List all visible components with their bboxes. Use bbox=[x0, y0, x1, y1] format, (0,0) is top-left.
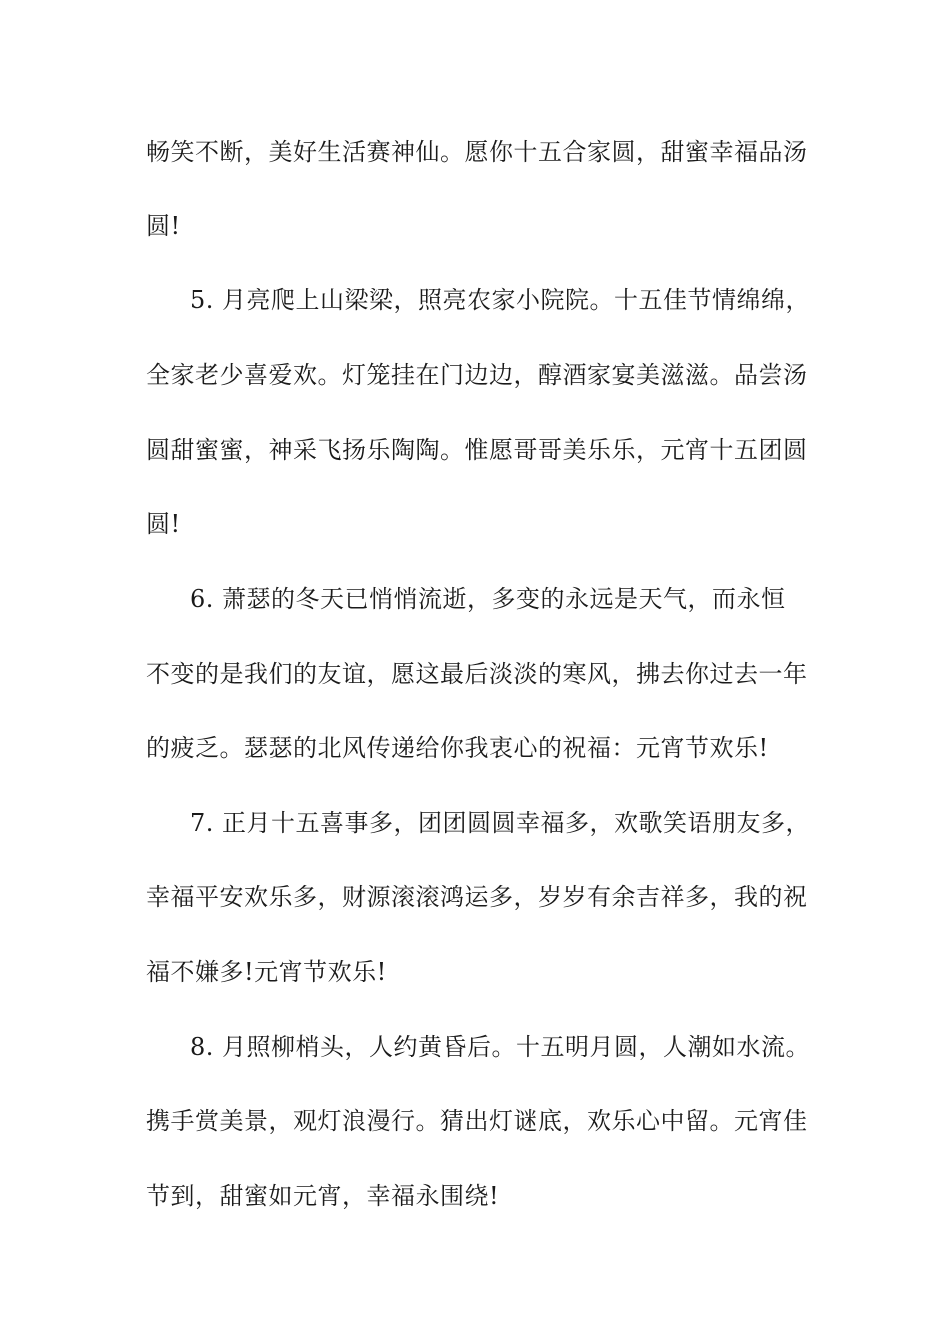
text-line: 圆! bbox=[146, 510, 181, 538]
list-item-5-first-line: 5. 月亮爬上山梁梁，照亮农家小院院。十五佳节情绵绵， bbox=[190, 286, 811, 314]
text-line: 圆! bbox=[146, 212, 181, 240]
text-line: 携手赏美景，观灯浪漫行。猜出灯谜底，欢乐心中留。元宵佳 bbox=[146, 1107, 808, 1135]
text-line: 畅笑不断，美好生活赛神仙。愿你十五合家圆，甜蜜幸福品汤 bbox=[146, 138, 808, 166]
text-line: 福不嫌多!元宵节欢乐! bbox=[146, 958, 387, 986]
text-line: 幸福平安欢乐多，财源滚滚鸿运多，岁岁有余吉祥多，我的祝 bbox=[146, 883, 808, 911]
list-item-6-first-line: 6. 萧瑟的冬天已悄悄流逝，多变的永远是天气，而永恒 bbox=[190, 585, 786, 613]
text-line: 圆甜蜜蜜，神采飞扬乐陶陶。惟愿哥哥美乐乐，元宵十五团圆 bbox=[146, 436, 808, 464]
text-line: 节到，甜蜜如元宵，幸福永围绕! bbox=[146, 1182, 500, 1210]
text-line: 的疲乏。瑟瑟的北风传递给你我衷心的祝福：元宵节欢乐! bbox=[146, 734, 769, 762]
text-line: 不变的是我们的友谊，愿这最后淡淡的寒风，拂去你过去一年 bbox=[146, 660, 808, 688]
list-item-8-first-line: 8. 月照柳梢头，人约黄昏后。十五明月圆，人潮如水流。 bbox=[190, 1033, 811, 1061]
text-line: 全家老少喜爱欢。灯笼挂在门边边，醇酒家宴美滋滋。品尝汤 bbox=[146, 361, 808, 389]
list-item-7-first-line: 7. 正月十五喜事多，团团圆圆幸福多，欢歌笑语朋友多， bbox=[190, 809, 811, 837]
